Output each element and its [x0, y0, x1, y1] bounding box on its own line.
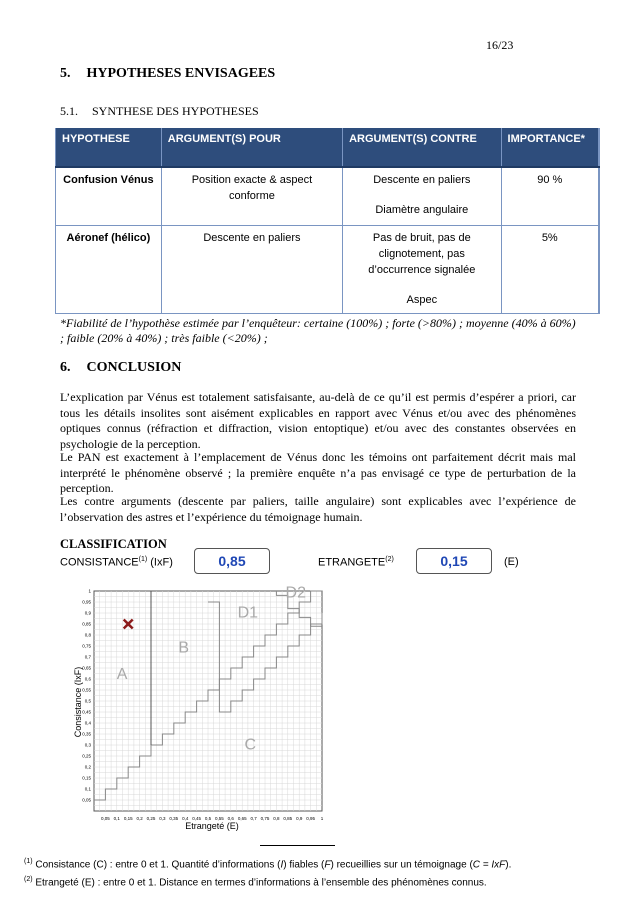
- x-tick-label: 0,55: [215, 816, 224, 821]
- zone-label-d1: D1: [237, 604, 259, 622]
- conclusion-paragraph: Les contre arguments (descente par paliers, taille angulaire) sont explicables avec l’expérience de l’observation des astres et l’expérience du témoignage humain.: [60, 494, 576, 524]
- y-tick-label: 0,4: [84, 720, 91, 726]
- footnote-mark: (2): [24, 876, 33, 883]
- x-tick-label: 0,25: [146, 816, 156, 821]
- x-tick-label: 0,35: [169, 816, 179, 821]
- y-tick-label: 0,7: [84, 654, 91, 660]
- hypothesis-cell: Aéronef (hélico): [56, 225, 162, 313]
- y-tick-label: 0,65: [82, 665, 91, 671]
- footnote-text: C = IxF: [472, 859, 506, 871]
- y-tick-label: 0,5: [84, 698, 91, 704]
- x-tick-label: 0,75: [260, 816, 270, 821]
- y-tick-label: 0,6: [84, 676, 91, 682]
- section-5-1-heading: [60, 104, 259, 119]
- argument-against: Diamètre angulaire: [375, 204, 469, 216]
- consistance-text: CONSISTANCE: [60, 556, 139, 569]
- section-number: 6.: [60, 360, 71, 375]
- footnote-mark: (1): [138, 556, 148, 563]
- table-row: [56, 225, 600, 313]
- argument-for: Descente en paliers: [203, 231, 301, 244]
- x-tick-label: 0,2: [136, 816, 143, 821]
- argument-against: Pas de bruit, pas de clignotement, pas d’occurrence signalée: [368, 231, 476, 276]
- footnote-text: ) recueillies sur un témoignage (: [330, 859, 473, 871]
- consistance-value: 0,85: [194, 548, 270, 574]
- zone-label-b: B: [178, 639, 190, 657]
- y-tick-label: 0,1: [84, 786, 91, 792]
- page-number: 16/23: [486, 38, 514, 52]
- table-footnote: *Fiabilité de l’hypothèse estimée par l’enquêteur: certaine (100%) ; forte (>80%) ; moyenne (40% à 60%) ; faible (20% à 40%) ; très faible (<20%) ;: [60, 316, 576, 345]
- x-tick-label: 0,95: [306, 816, 315, 821]
- y-tick-label: 0,8: [84, 632, 91, 638]
- table-header-row: [56, 128, 600, 167]
- footnote-text: F: [324, 859, 331, 871]
- x-tick-label: 0,6: [227, 816, 234, 821]
- x-axis-label: Etrangeté (E): [185, 821, 239, 831]
- column-header: HYPOTHESE: [56, 128, 162, 167]
- x-tick-label: 0,8: [273, 816, 280, 821]
- y-tick-label: 0,85: [82, 621, 91, 627]
- table-row: [56, 167, 600, 225]
- x-tick-label: 0,1: [113, 816, 120, 821]
- footnote-mark: (2): [385, 556, 394, 563]
- footnote-text: ).: [505, 859, 512, 871]
- column-header: ARGUMENT(S) CONTRE: [343, 128, 501, 167]
- hypotheses-table: [55, 128, 600, 314]
- y-tick-label: 0,15: [82, 775, 91, 781]
- etrangete-label: [318, 556, 394, 569]
- column-header: ARGUMENT(S) POUR: [161, 128, 342, 167]
- x-tick-label: 0,85: [283, 816, 293, 821]
- section-title: SYNTHESE DES HYPOTHESES: [92, 104, 259, 118]
- footnote-1: [24, 858, 511, 870]
- arguments-for-cell: [161, 225, 342, 313]
- section-6-heading: [60, 360, 181, 376]
- y-axis-label: Consistance (IxF): [73, 666, 83, 738]
- x-tick-label: 0,5: [204, 816, 212, 821]
- hypothesis-cell: Confusion Vénus: [56, 167, 162, 225]
- y-tick-label: 0,25: [82, 753, 91, 759]
- section-number: 5.: [60, 66, 71, 81]
- classification-title: CLASSIFICATION: [60, 537, 167, 551]
- footnote-mark: (1): [24, 858, 33, 865]
- y-tick-label: 0,9: [84, 610, 91, 616]
- x-tick-label: 0,9: [296, 816, 303, 821]
- column-header: IMPORTANCE*: [501, 128, 599, 167]
- etrangete-suffix: (E): [504, 556, 519, 568]
- conclusion-paragraph: L’explication par Vénus est totalement satisfaisante, au-delà de ce qu’il est permis d’espérer a priori, car tous les détails insolites sont aisément explicables en rapport avec Vénus et/ou avec des phénomènes optiques connus (réfraction et diffraction, vision entoptique) et/ou avec des constantes observées en psychologie de la perception.: [60, 390, 576, 451]
- y-tick-label: 0,35: [82, 731, 91, 737]
- footnote-2: [24, 876, 487, 888]
- section-title: CONCLUSION: [86, 360, 182, 375]
- arguments-against-cell: [343, 225, 501, 313]
- y-tick-label: 0,75: [82, 643, 91, 649]
- arguments-for-cell: [161, 167, 342, 225]
- x-tick-label: 0,4: [182, 816, 189, 821]
- footnote-separator: [260, 845, 335, 846]
- argument-against: Descente en paliers: [373, 174, 471, 186]
- x-tick-label: 0,65: [237, 816, 247, 821]
- y-tick-label: 0,2: [84, 764, 91, 770]
- footnote-text: ) fiables (: [283, 859, 325, 871]
- footnote-text: I: [280, 859, 284, 871]
- x-tick-label: 0,05: [101, 816, 110, 821]
- zone-label-d2: D2: [285, 585, 306, 602]
- y-tick-label: 0,05: [82, 797, 91, 803]
- section-title: HYPOTHESES ENVISAGEES: [86, 66, 276, 81]
- consistance-label: [60, 556, 173, 569]
- footnote-text: Etrangeté (E) : entre 0 et 1. Distance en termes d’informations à l’ensemble des phénomènes connus.: [35, 877, 487, 889]
- section-5-heading: [60, 66, 275, 82]
- x-tick-label: 0,45: [192, 816, 201, 821]
- conclusion-paragraph: Le PAN est exactement à l’emplacement de Vénus donc les témoins ont parfaitement décrit mais mal interprété le phénomène observé ; la première enquête n’a pas envisagé ce type de perturbation de la perception.: [60, 450, 576, 495]
- etrangete-text: ETRANGETE: [318, 556, 386, 569]
- argument-against: Aspec: [406, 293, 438, 306]
- importance-cell: 5%: [501, 225, 599, 313]
- x-tick-label: 0,7: [250, 816, 257, 821]
- x-tick-label: 0,15: [123, 816, 133, 821]
- x-tick-label: 1: [320, 816, 324, 821]
- y-tick-label: 0,55: [82, 687, 91, 693]
- zone-label-a: A: [116, 666, 128, 683]
- y-tick-label: 0,3: [84, 742, 91, 748]
- arguments-against-cell: [343, 167, 501, 225]
- y-tick-label: 0,45: [82, 709, 91, 715]
- y-tick-label: 0,95: [82, 599, 91, 605]
- y-tick-label: 1: [88, 588, 91, 594]
- etrangete-value: 0,15: [416, 548, 492, 574]
- consistance-suffix: (IxF): [150, 556, 173, 569]
- classification-chart: [70, 585, 340, 835]
- footnote-text: Consistance (C) : entre 0 et 1. Quantité d’informations (: [35, 859, 281, 871]
- zone-label-c: C: [244, 736, 257, 754]
- importance-cell: 90 %: [501, 167, 599, 225]
- x-tick-label: 0,3: [159, 816, 166, 821]
- argument-for: Position exacte & aspect conforme: [191, 174, 313, 202]
- section-number: 5.1.: [60, 104, 78, 118]
